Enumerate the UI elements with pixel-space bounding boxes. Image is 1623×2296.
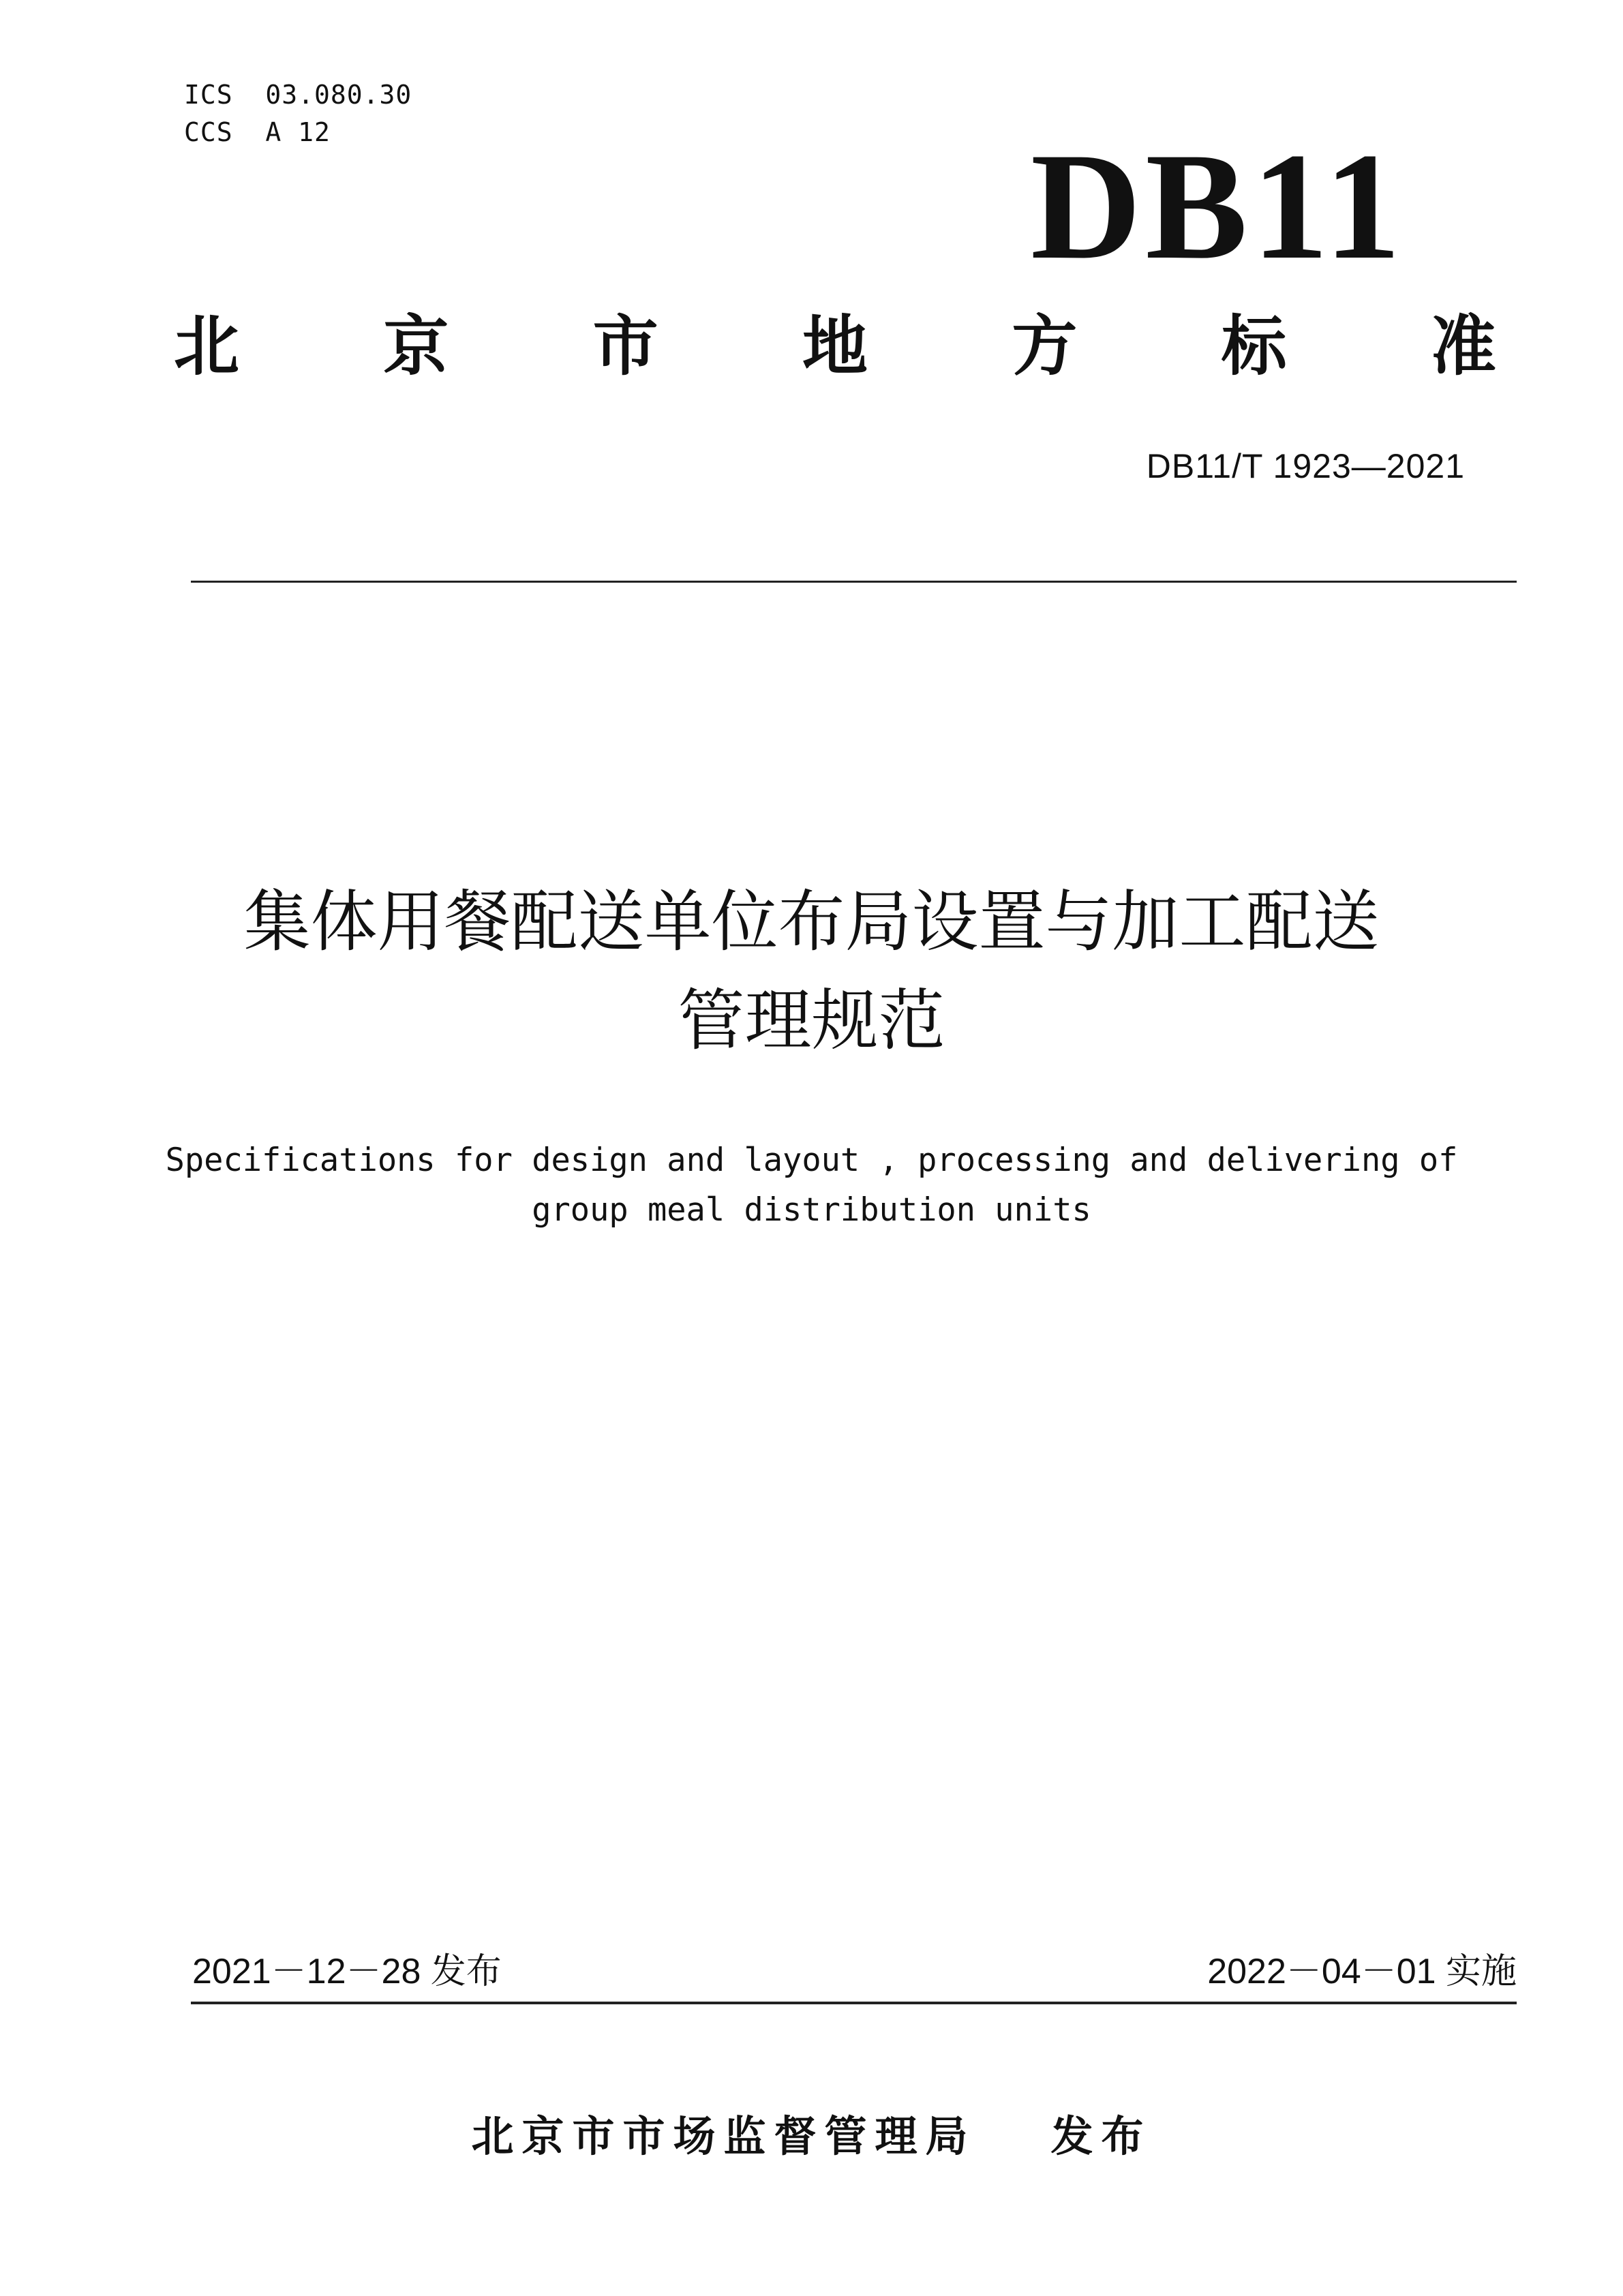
- standard-type-char: 京: [383, 308, 449, 384]
- english-title-line-2: group meal distribution units: [532, 1191, 1091, 1229]
- english-title-line-1: Specifications for design and layout , processing and delivering of: [165, 1142, 1458, 1179]
- standard-number: DB11/T 1923—2021: [1146, 447, 1465, 485]
- standard-type-char: 地: [802, 308, 868, 384]
- standard-type-char: 市: [592, 308, 658, 384]
- implementation-date: 2022－04－01 实施: [1207, 1952, 1517, 1991]
- standard-type-char: 方: [1012, 308, 1078, 384]
- standard-type-heading: [174, 308, 1496, 384]
- ccs-code: CCS A 12: [184, 117, 331, 147]
- standard-type-char: 标: [1221, 308, 1287, 384]
- chinese-title-line-2: 管理规范: [678, 982, 945, 1060]
- db11-logo: DB11: [1030, 121, 1405, 291]
- issue-date: 2021－12－28 发布: [192, 1952, 502, 1991]
- issuer-action: 发布: [1050, 2111, 1152, 2161]
- standard-type-char: 准: [1430, 308, 1496, 384]
- bottom-divider: [191, 2002, 1517, 2004]
- ics-code: ICS 03.080.30: [184, 80, 412, 110]
- chinese-title-line-1: 集体用餐配送单位布局设置与加工配送: [243, 883, 1380, 961]
- top-divider: [191, 581, 1517, 583]
- issuer-name: 北京市市场监督管理局: [471, 2111, 976, 2161]
- issuer-line: [0, 2102, 1623, 2163]
- standard-type-char: 北: [174, 308, 239, 384]
